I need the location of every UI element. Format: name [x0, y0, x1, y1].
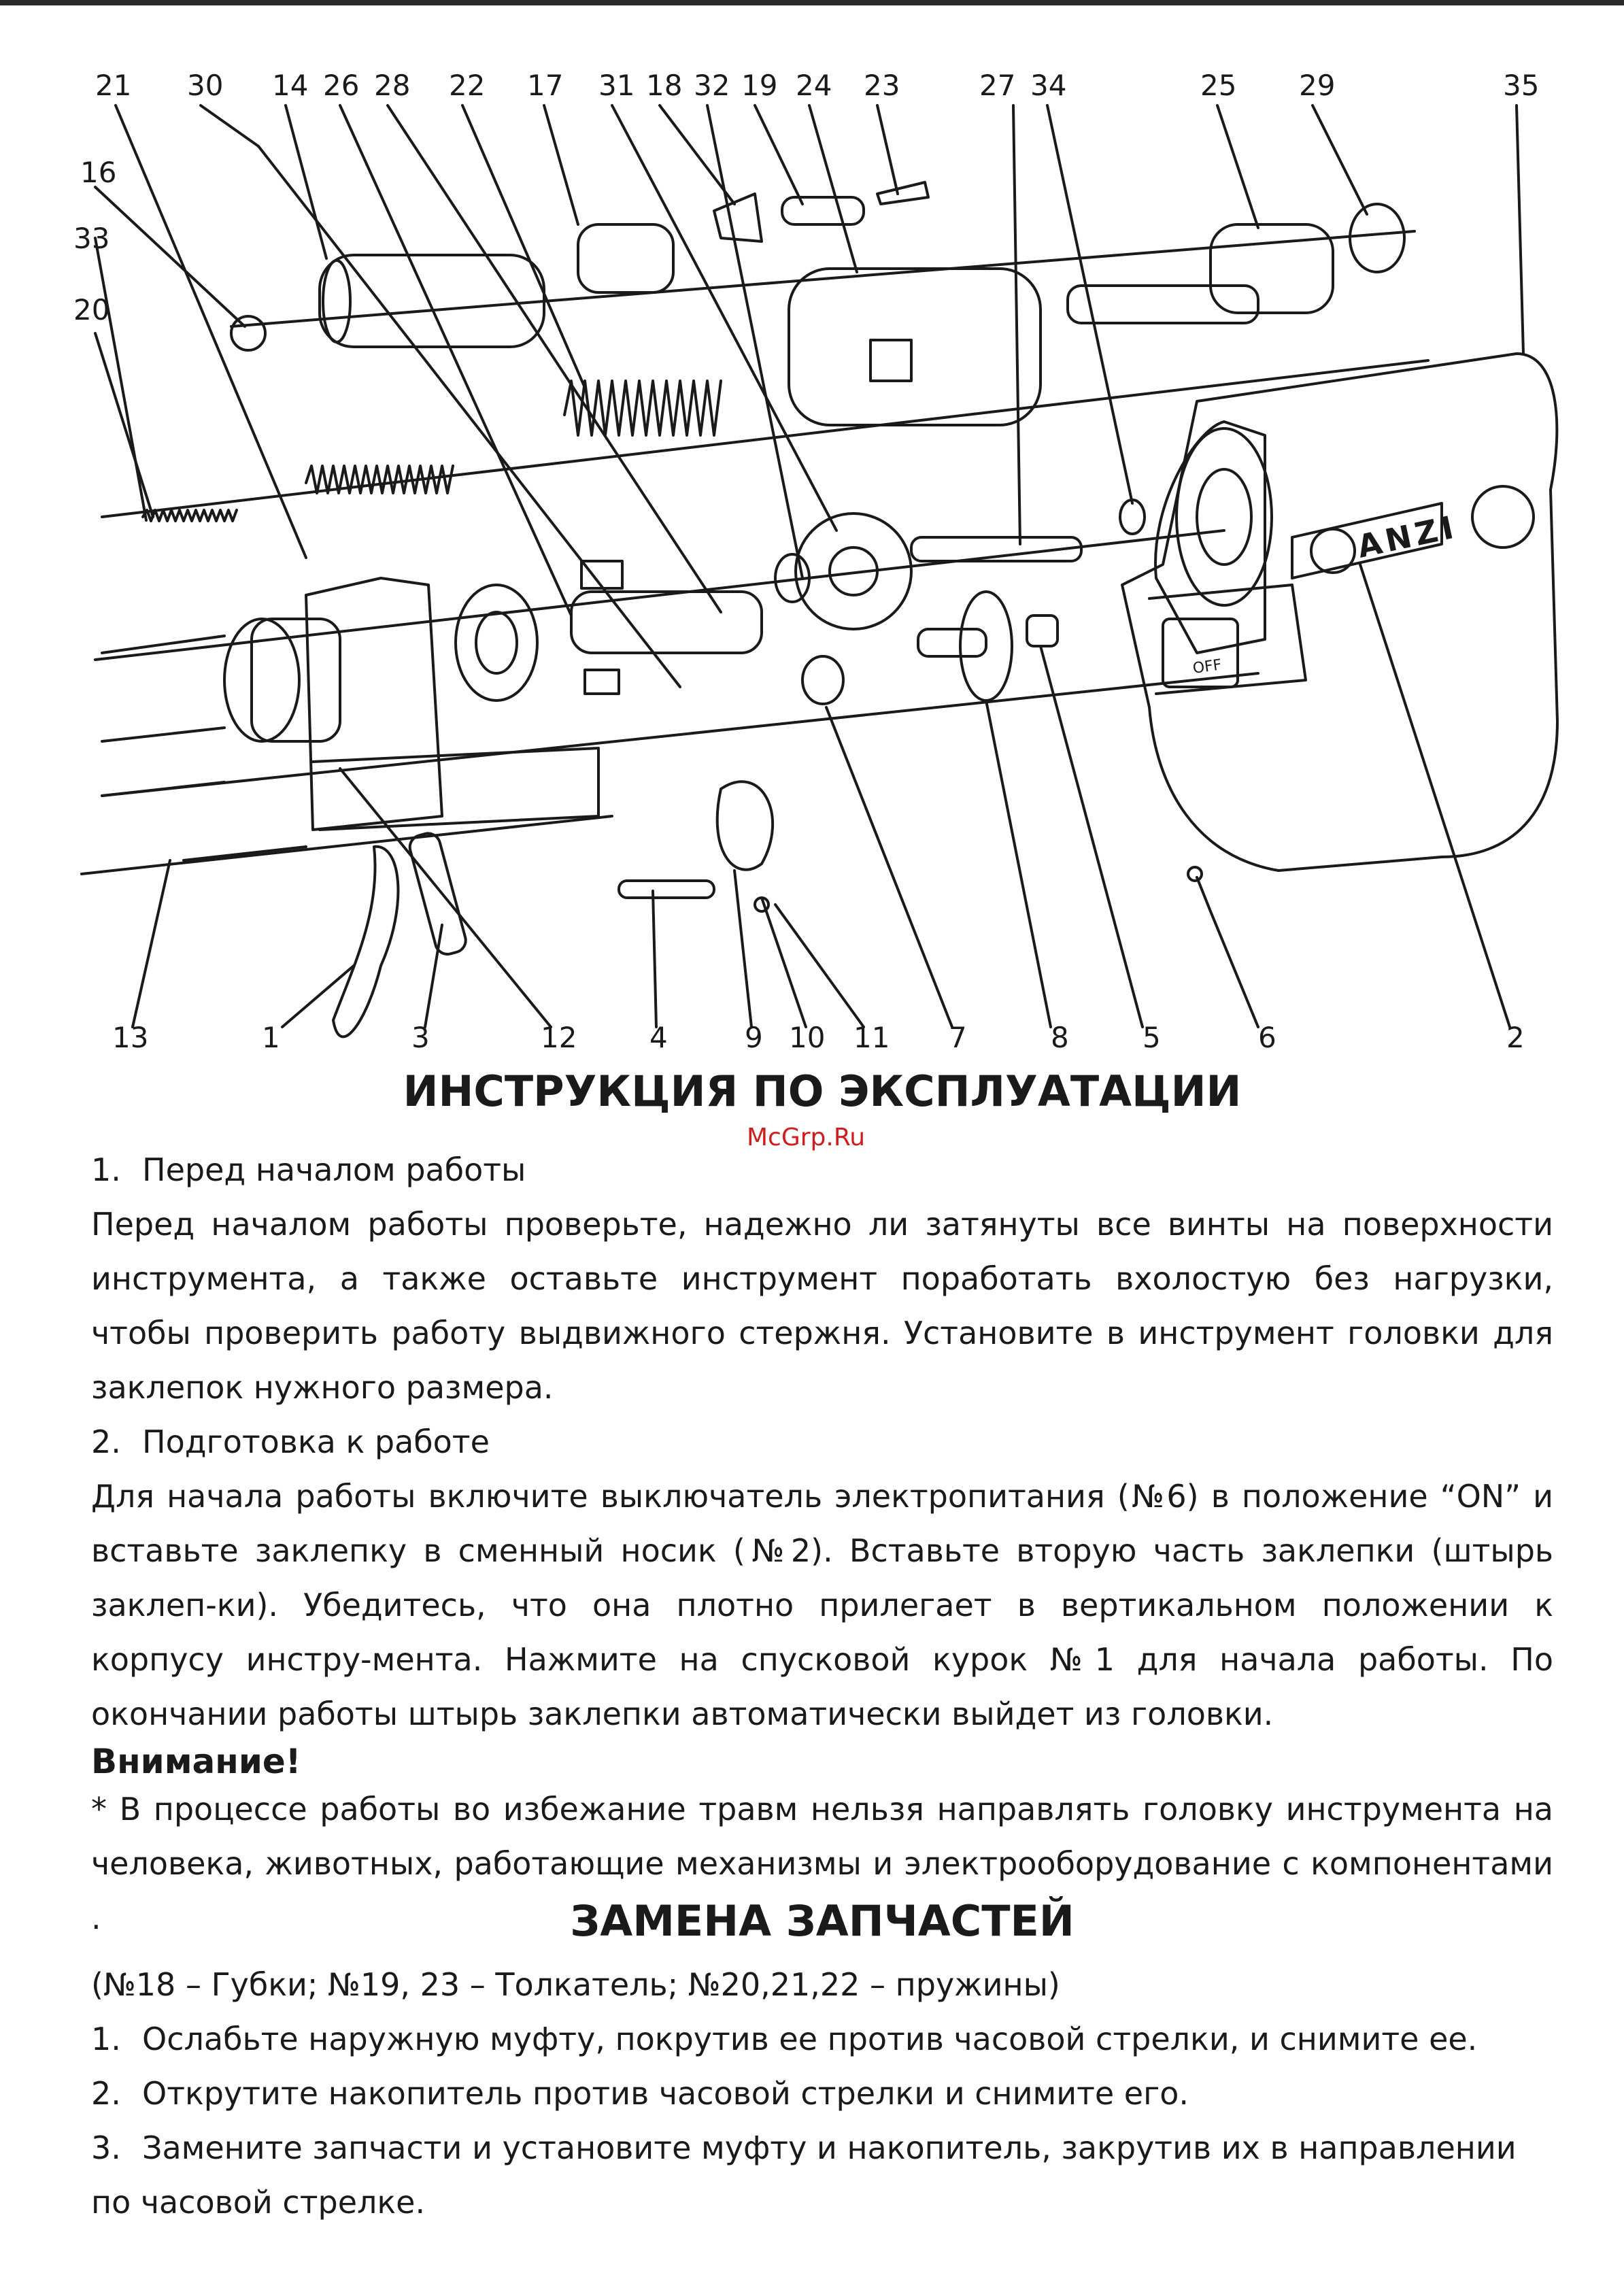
callout-34: 34 [1030, 69, 1067, 102]
parts-replacement-section [91, 1957, 1553, 2229]
replace-step-3-text: Замените запчасти и установите муфту и накопитель, закрутив их в направлении по часовой стрелке. [91, 2129, 1517, 2221]
operation-heading: ИНСТРУКЦИЯ ПО ЭКСПЛУАТАЦИИ [403, 1066, 1242, 1116]
replace-step-2-number: 2. [91, 2075, 121, 2112]
callout-11: 11 [853, 1021, 890, 1054]
callout-22: 22 [449, 69, 486, 102]
switch-label: OFF [1191, 656, 1223, 677]
callout-23: 23 [864, 69, 900, 102]
step1-number: 1. [91, 1151, 121, 1188]
step1-text: Перед началом работы проверьте, надежно ли затянуты все винты на поверхности инструмента, а также оставьте инструмент поработать вхолостую без нагрузки, чтобы проверить работу выдвижного стержня. Установите в инструмент головки для заклепок нужного размера. [91, 1206, 1553, 1406]
callout-31: 31 [598, 69, 635, 102]
replace-step-3-number: 3. [91, 2129, 121, 2166]
step2-text: Для начала работы включите выключатель электропитания (№6) в положение “ON” и вставьте заклепку в сменный носик (№2). Вставьте вторую часть заклепки (штырь заклеп-ки). Убедитесь, что она плотно прилегает в вертикальном положении к корпусу инстру-мента. Нажмите на спусковой курок №1 для начала работы. По окончании работы штырь заклепки автоматически выйдет из головки. [91, 1478, 1553, 1732]
warning-title: Внимание! [91, 1742, 301, 1781]
replace-step-1-number: 1. [91, 2021, 121, 2057]
warning-text: * В процессе работы во избежание травм нельзя направлять головку инструмента на человека, животных, работающие механизмы и электрооборудование с компонентами . [91, 1791, 1553, 1936]
callout-24: 24 [796, 69, 832, 102]
callout-10: 10 [789, 1021, 826, 1054]
callout-30: 30 [187, 69, 224, 102]
operation-section [91, 1143, 1553, 1945]
callout-12: 12 [541, 1021, 577, 1054]
callout-20: 20 [73, 293, 110, 326]
callout-9: 9 [745, 1021, 763, 1054]
exploded-diagram [0, 0, 1624, 1061]
callout-25: 25 [1200, 69, 1237, 102]
callout-7: 7 [949, 1021, 967, 1054]
callout-18: 18 [646, 69, 683, 102]
replace-step-2-text: Открутите накопитель против часовой стрелки и снимите его. [142, 2075, 1189, 2112]
operation-title [91, 1066, 1553, 1116]
step2-number: 2. [91, 1423, 121, 1460]
exploded-diagram-svg [0, 0, 1624, 1061]
callout-32: 32 [694, 69, 730, 102]
callout-26: 26 [323, 69, 360, 102]
callout-1: 1 [262, 1021, 280, 1054]
callout-28: 28 [374, 69, 411, 102]
callout-35: 35 [1503, 69, 1540, 102]
parts-replacement-title [91, 1896, 1553, 1946]
callout-16: 16 [80, 156, 117, 189]
brand-logo-text: ANZI [1354, 508, 1461, 565]
callout-3: 3 [411, 1021, 430, 1054]
parts-note: (№18 – Губки; №19, 23 – Толкатель; №20,21,22 – пружины) [91, 1966, 1060, 2003]
watermark: McGrp.Ru [747, 1124, 866, 1151]
step1-title: Перед началом работы [142, 1151, 526, 1188]
replace-step-2 [91, 2066, 1553, 2121]
callout-17: 17 [527, 69, 564, 102]
step2-heading [91, 1415, 1553, 1469]
callout-14: 14 [272, 69, 309, 102]
step1-heading [91, 1143, 1553, 1197]
step2-title: Подготовка к работе [142, 1423, 490, 1460]
callout-33: 33 [73, 222, 110, 255]
replace-step-1 [91, 2012, 1553, 2066]
callout-13: 13 [112, 1021, 149, 1054]
callout-19: 19 [741, 69, 778, 102]
callout-2: 2 [1506, 1021, 1525, 1054]
callout-8: 8 [1051, 1021, 1069, 1054]
callout-5: 5 [1143, 1021, 1161, 1054]
callout-29: 29 [1299, 69, 1336, 102]
replace-step-1-text: Ослабьте наружную муфту, покрутив ее против часовой стрелки, и снимите ее. [142, 2021, 1478, 2057]
callout-21: 21 [95, 69, 132, 102]
callout-6: 6 [1258, 1021, 1276, 1054]
callout-4: 4 [649, 1021, 668, 1054]
callout-27: 27 [979, 69, 1016, 102]
replace-step-3 [91, 2121, 1553, 2229]
parts-replacement-heading: ЗАМЕНА ЗАПЧАСТЕЙ [570, 1896, 1075, 1946]
